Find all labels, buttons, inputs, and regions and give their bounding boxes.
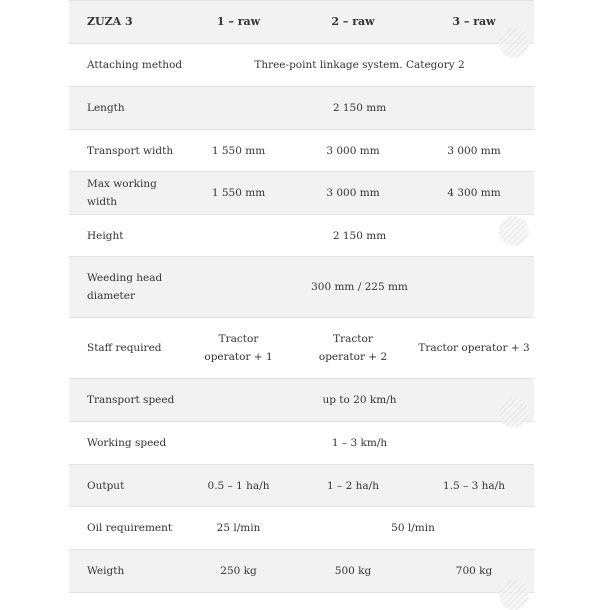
row-transport-width: [69, 130, 534, 172]
header-col-3: 3 – raw: [452, 15, 496, 28]
cell-col-1: 25 l/min: [216, 522, 261, 534]
cell-col-1: [185, 330, 292, 366]
row-label: Length: [87, 102, 125, 114]
cell-col-2: [292, 330, 414, 366]
row-attaching-method: [69, 44, 534, 87]
row-staff-required: [69, 318, 534, 379]
cell-col-3: 4 300 mm: [447, 187, 501, 199]
cell-line-2: operator + 2: [318, 351, 388, 363]
row-length: [69, 87, 534, 130]
cell-col-1: 0.5 – 1 ha/h: [207, 479, 270, 492]
row-working-speed: [69, 422, 534, 465]
cell-col-2: 3 000 mm: [326, 187, 380, 199]
row-weeding-head: [69, 257, 534, 318]
cell-line-1: Tractor: [333, 333, 373, 345]
header-col-1: 1 – raw: [216, 15, 261, 28]
row-value: 1 – 3 km/h: [331, 437, 388, 449]
cell-col-2: 500 kg: [334, 565, 372, 577]
row-value: up to 20 km/h: [322, 394, 397, 406]
row-weight: [69, 550, 534, 593]
row-label: Transport width: [87, 144, 174, 157]
row-label: Weigth: [87, 565, 125, 577]
cell-col-3: 1.5 – 3 ha/h: [443, 479, 505, 492]
row-label: Attaching method: [87, 59, 183, 71]
cell-col-2: 3 000 mm: [326, 144, 380, 157]
row-label: Transport speed: [87, 394, 175, 406]
cell-col-2: 1 – 2 ha/h: [327, 479, 379, 492]
table-header-row: [69, 1, 534, 44]
row-value: 300 mm / 225 mm: [311, 281, 408, 293]
row-label: Max working width: [87, 178, 157, 208]
cell-col-3: Tractor operator + 3: [418, 342, 530, 354]
row-output: [69, 465, 534, 507]
cell-line-1: Tractor: [218, 333, 259, 345]
row-transport-speed: [69, 379, 534, 422]
row-label-line-2: diameter: [87, 290, 135, 302]
watermark-logo-icon: [499, 216, 529, 246]
spec-table: [69, 0, 534, 593]
header-col-2: 2 – raw: [331, 15, 375, 28]
cell-line-2: operator + 1: [204, 351, 273, 363]
cell-col-3: 700 kg: [455, 565, 493, 577]
row-label-line-1: Weeding head: [87, 272, 163, 284]
row-label: Working speed: [87, 437, 167, 449]
row-label: Staff required: [87, 342, 162, 354]
row-label: Height: [87, 229, 124, 242]
row-label: Oil requirement: [87, 522, 173, 534]
cell-col-2-3: 50 l/min: [391, 522, 435, 534]
watermark-logo-icon: [499, 580, 529, 610]
row-label: [69, 269, 185, 305]
watermark-logo-icon: [499, 28, 529, 58]
cell-col-1: 1 550 mm: [211, 187, 266, 199]
cell-col-1: 250 kg: [220, 565, 257, 577]
row-label: Output: [87, 479, 125, 492]
row-oil-requirement: [69, 507, 534, 550]
row-value: 2 150 mm: [332, 229, 387, 242]
row-max-working-width: [69, 172, 534, 215]
watermark-logo-icon: [499, 398, 529, 428]
cell-col-1: 1 550 mm: [211, 144, 266, 157]
row-value: 2 150 mm: [332, 102, 387, 114]
row-height: [69, 215, 534, 257]
row-value: Three-point linkage system. Category 2: [254, 59, 465, 71]
cell-col-3: 3 000 mm: [447, 144, 501, 157]
header-model: ZUZA 3: [87, 15, 133, 28]
